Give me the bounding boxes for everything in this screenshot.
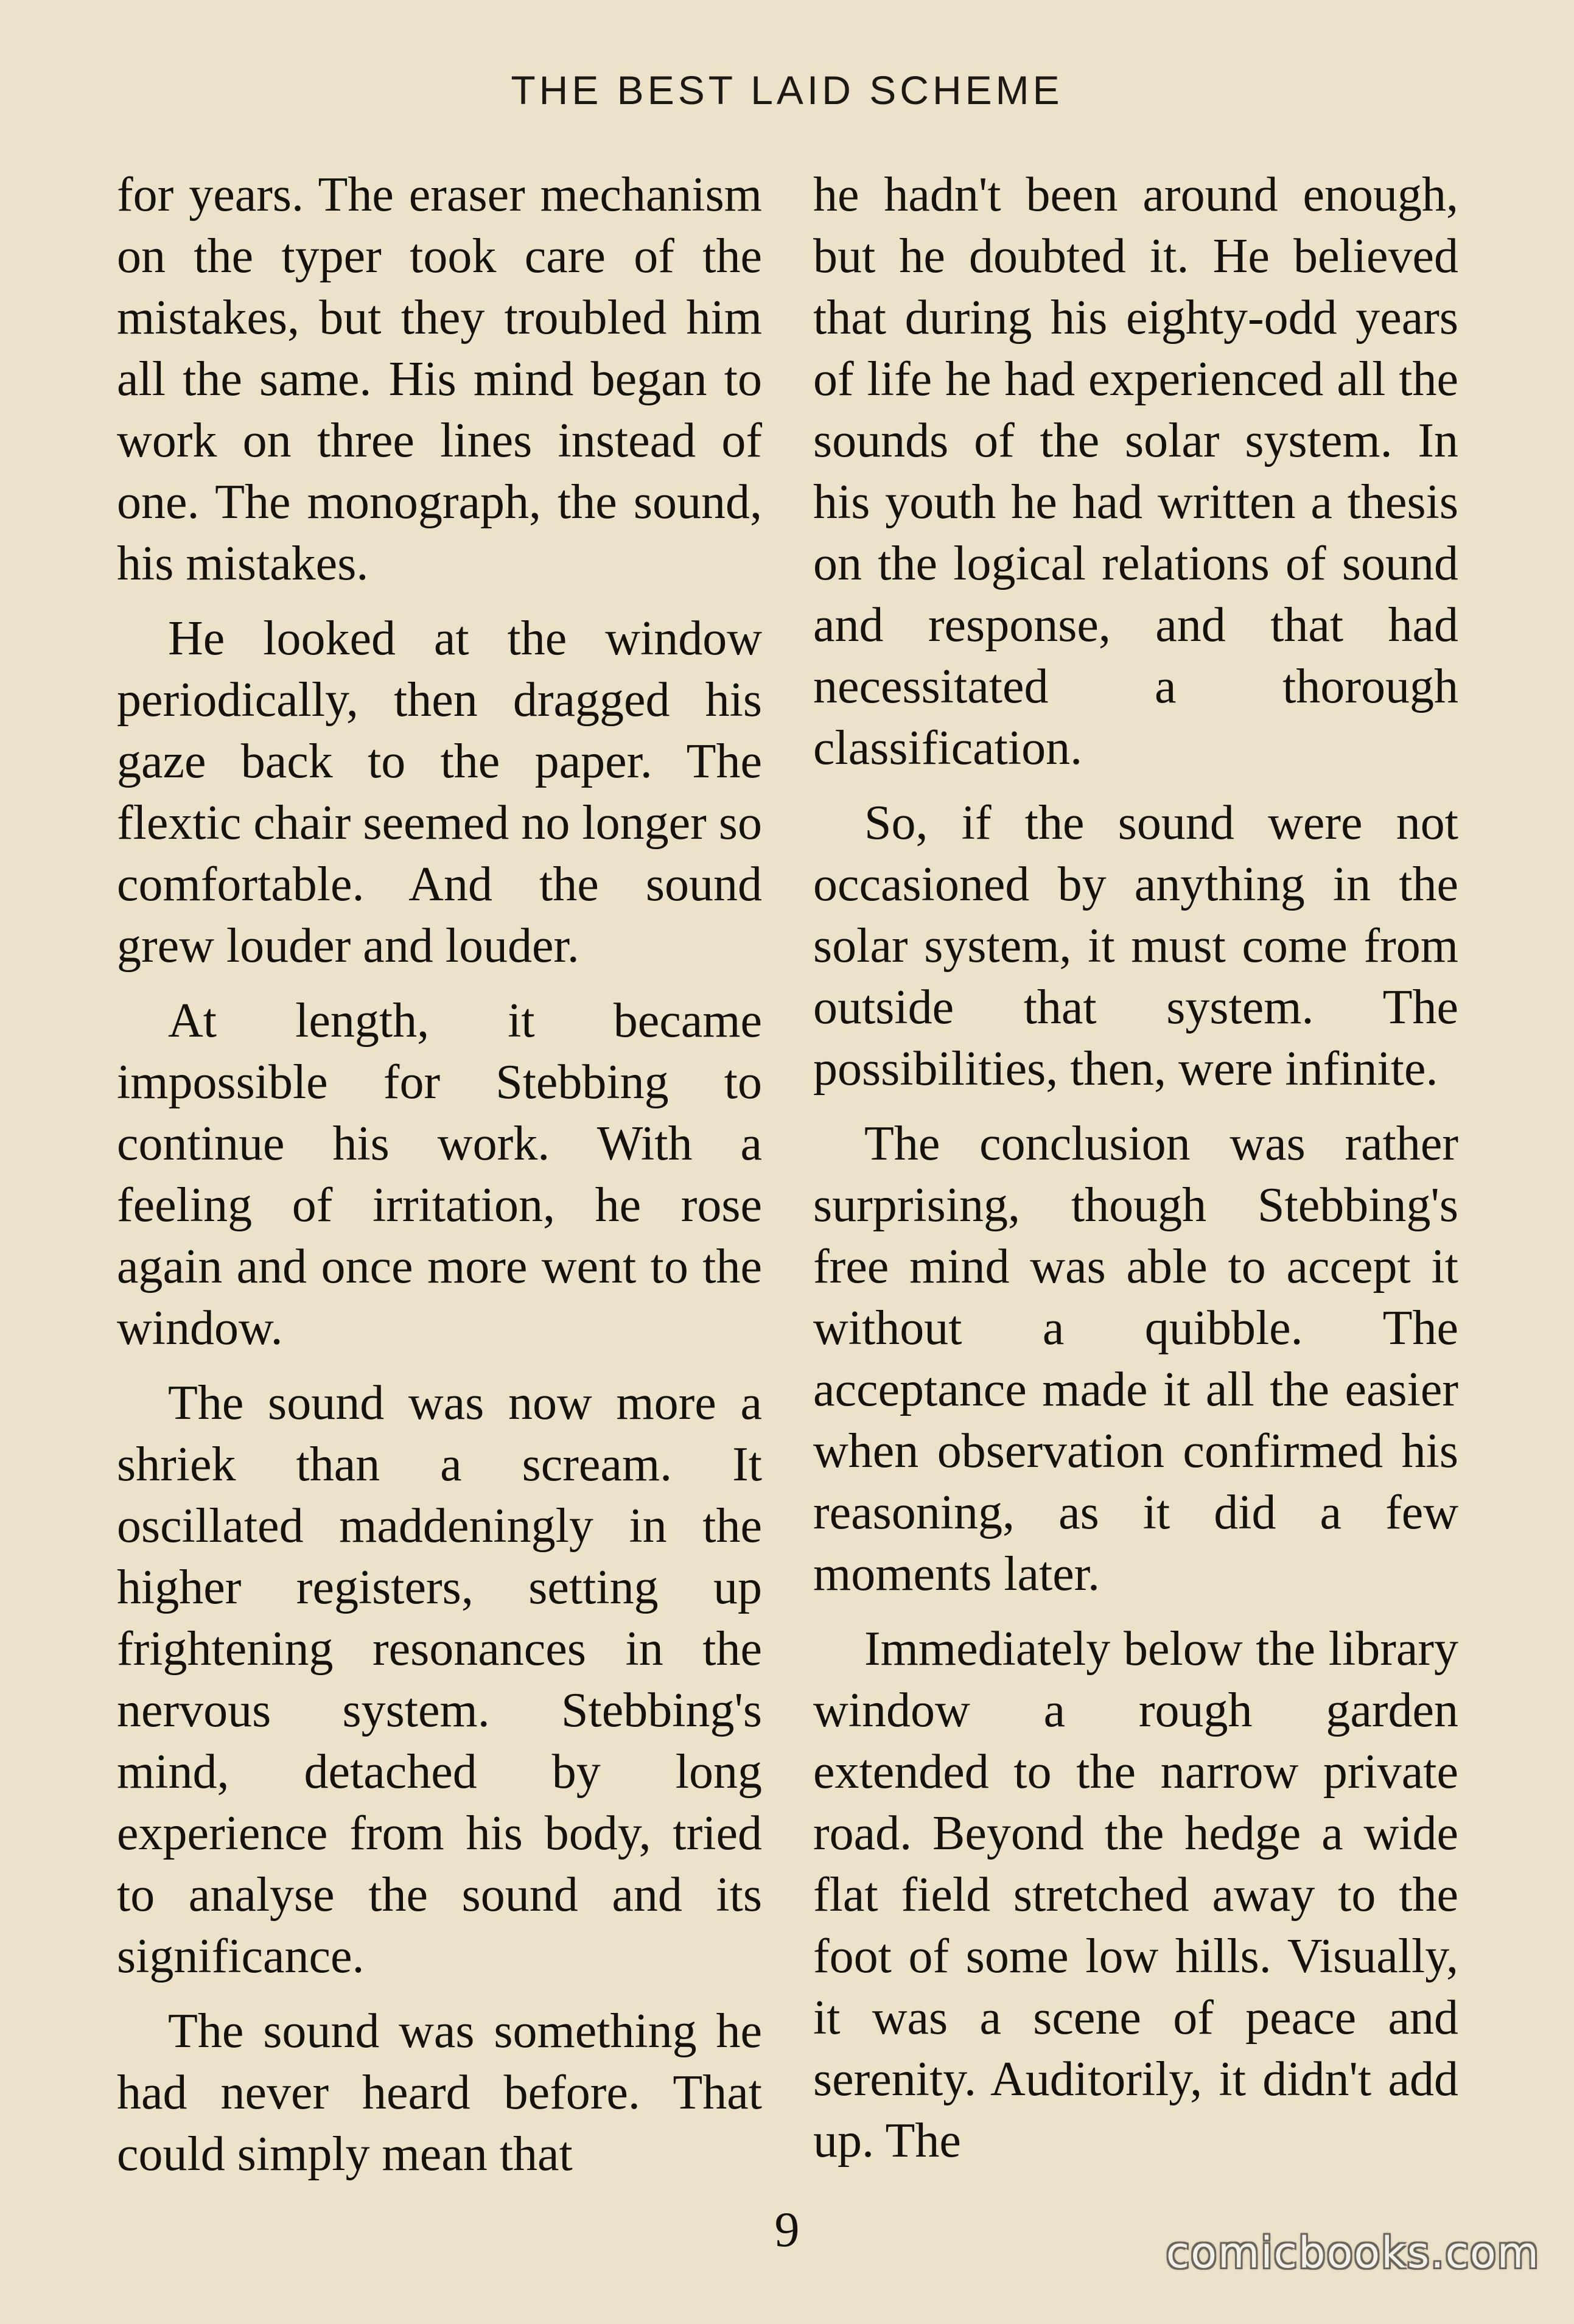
paragraph: The sound was something he had never heard before. That could simply mean that: [117, 2004, 762, 2181]
running-head: THE BEST LAID SCHEME: [511, 68, 1063, 113]
paragraph: He looked at the window periodically, then dragged his gaze back to the paper. The flextic chair seemed no longer so comfortable. And the sound grew louder and louder.: [117, 612, 762, 973]
left-column: [117, 164, 762, 2199]
paragraph: for years. The eraser mechanism on the typer took care of the mistakes, but they troubled him all the same. His mind began to work on three lines instead of one. The monograph, the sound, his mistakes.: [117, 168, 762, 590]
paragraph: At length, it became impossible for Stebbing to continue his work. With a feeling of irritation, he rose again and once more went to the window.: [117, 994, 762, 1355]
paragraph: he hadn't been around enough, but he doubted it. He believed that during his eighty-odd years of life he had experienced all the sounds of the solar system. In his youth he had written a thesis on the logical relations of sound and response, and that had necessitated a thorough classification.: [813, 168, 1458, 775]
page-number: 9: [774, 2202, 800, 2257]
paragraph: The sound was now more a shriek than a scream. It oscillated maddeningly in the higher registers, setting up frightening resonances in the nervous system. Stebbing's mind, detached by long experience from his body, tried to analyse the sound and its significance.: [117, 1376, 762, 1983]
paragraph: Immediately below the library window a rough garden extended to the narrow private road. Beyond the hedge a wide flat field stretched away to the foot of some low hills. Visually, it was a scene of peace and serenity. Auditorily, it didn't add up. The: [813, 1622, 1458, 2168]
paragraph: So, if the sound were not occasioned by anything in the solar system, it must come from outside that system. The possibilities, then, were infinite.: [813, 796, 1458, 1096]
paragraph: The conclusion was rather surprising, though Stebbing's free mind was able to accept it without a quibble. The acceptance made it all the easier when observation confirmed his reasoning, as it did a few moments later.: [813, 1117, 1458, 1601]
watermark: comicbooks.com: [1166, 2228, 1540, 2278]
right-column: [813, 164, 1458, 2185]
